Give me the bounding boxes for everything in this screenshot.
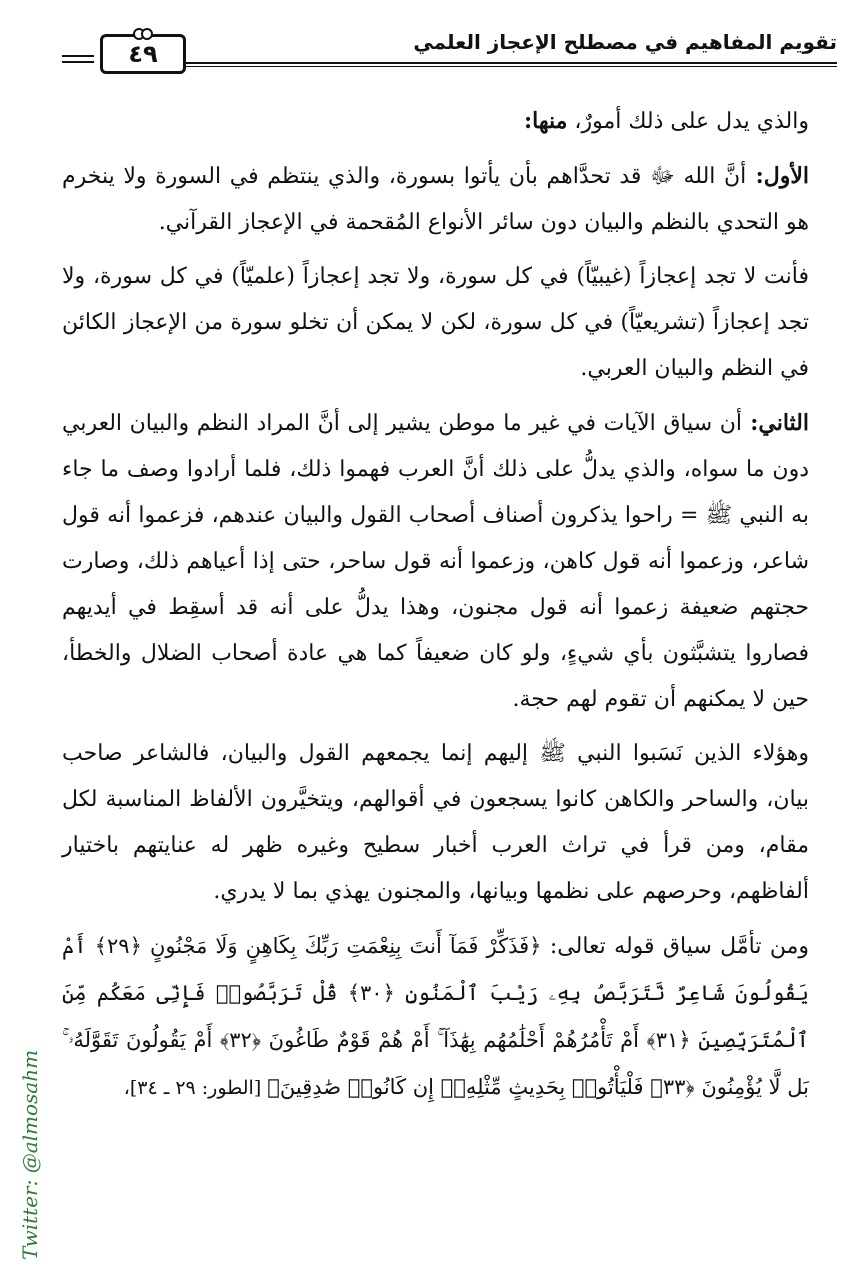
paragraph-no-sura: [62, 254, 837, 392]
paragraph-term: الأول:: [746, 163, 809, 189]
paragraph-second-point: [62, 400, 837, 723]
paragraph-term: منها:: [524, 108, 568, 134]
paragraph-text: وهؤلاء الذين نَسَبوا النبي ﷺ إليهم إنما يجمعهم القول والبيان، فالشاعر صاحب بيان، والساحر والكاهن كانوا يسجعون في أقوالهم، ويتخيَّرون الألفاظ المناسبة لكل مقام، ومن قرأ في تراث العرب أخبار سطيح وغيره ظهر له عنايتهم باختيار ألفاظهم، وحرصهم على نظمها وبيانها، والمجنون يهذي بما لا يدري.: [62, 741, 809, 904]
paragraph-term: الثاني:: [742, 410, 809, 436]
page-number: ٤٩: [128, 40, 158, 68]
paragraph-intro: [62, 98, 837, 145]
verse-citation: [الطور: ٢٩ ـ ٣٤]،: [123, 1077, 268, 1099]
page-header: [62, 24, 837, 74]
paragraph-quran-context: [62, 923, 837, 1111]
header-left-rule: [62, 55, 94, 57]
watermark: [6, 900, 46, 1260]
header-left-rule-lower: [62, 61, 94, 63]
paragraph-text: أنَّ الله ﷻ قد تحدَّاهم بأن يأتوا بسورة، والذي ينتظم في السورة ولا ينخرم هو التحدي بالنظم والبيان دون سائر الأنواع المُقحمة في الإعجاز القرآني.: [62, 164, 809, 235]
header-rule-thin: [184, 66, 837, 67]
paragraph-speakers: [62, 731, 837, 915]
page-number-frame: [100, 34, 186, 74]
paragraph-text: فأنت لا تجد إعجازاً (غيبيّاً) في كل سورة، ولا تجد إعجازاً (علميّاً) في كل سورة، ولا تجد إعجازاً (تشريعيّاً) في كل سورة، لكن لا يمكن أن تخلو سورة من الإعجاز الكائن في النظم والبيان العربي.: [62, 264, 809, 381]
watermark-text: Twitter: @almosahm: [18, 1049, 42, 1260]
paragraph-text: أن سياق الآيات في غير ما موطن يشير إلى أنَّ المراد النظم والبيان العربي دون ما سواه، والذي يدلُّ على ذلك أنَّ العرب فهموا ذلك، فلما أرادوا وصف ما جاء به النبي ﷺ = راحوا يذكرون أصناف أصحاب القول والبيان عندهم، فزعموا أنه قول شاعر، وزعموا أنه قول كاهن، وزعموا أنه قول ساحر، حتى إذا أعياهم ذلك، وصارت حجتهم ضعيفة زعموا أنه قول مجنون، وهذا يدلُّ على أنه قد أسقِط في أيديهم فصاروا يتشبَّثون بأي شيءٍ، ولو كان ضعيفاً كما هي عادة أصحاب الضلال والخطأ، حين لا يمكنهم أن تقوم لهم حجة.: [62, 411, 809, 712]
quran-verse: ﴿فَذَكِّرْ فَمَآ أَنتَ بِنِعْمَتِ رَبِّكَ بِكَاهِنٍ وَلَا مَجْنُونٍ ﴿٢٩﴾ أَمْ يَقُولُونَ شَاعِرٌ نَّتَرَبَّصُ بِهِۦ رَيْبَ ٱلْمَنُونِ ﴿٣٠﴾ قُلْ تَرَبَّصُوا۟ فَإِنِّى مَعَكُم مِّنَ ٱلْمُتَرَبِّصِينَ ﴿٣١﴾ أَمْ تَأْمُرُهُمْ أَحْلَٰمُهُم بِهَٰذَآ ۚ أَمْ هُمْ قَوْمٌ طَاغُونَ ﴿٣٢﴾ أَمْ يَقُولُونَ تَقَوَّلَهُۥ ۚ بَل لَّا يُؤْمِنُونَ ﴿٣٣﴾ فَلْيَأْتُوا۟ بِحَدِيثٍ مِّثْلِهِۦٓ إِن كَانُوا۟ صَٰدِقِينَ﴾: [62, 934, 809, 1099]
paragraph-first-point: [62, 153, 837, 246]
paragraph-text: والذي يدل على ذلك أمورٌ،: [567, 109, 809, 134]
page-body: [62, 98, 837, 1119]
paragraph-text: ومن تأمَّل سياق قوله تعالى:: [541, 934, 809, 959]
running-title: تقويم المفاهيم في مصطلح الإعجاز العلمي: [413, 30, 837, 54]
header-rule: [184, 62, 837, 64]
